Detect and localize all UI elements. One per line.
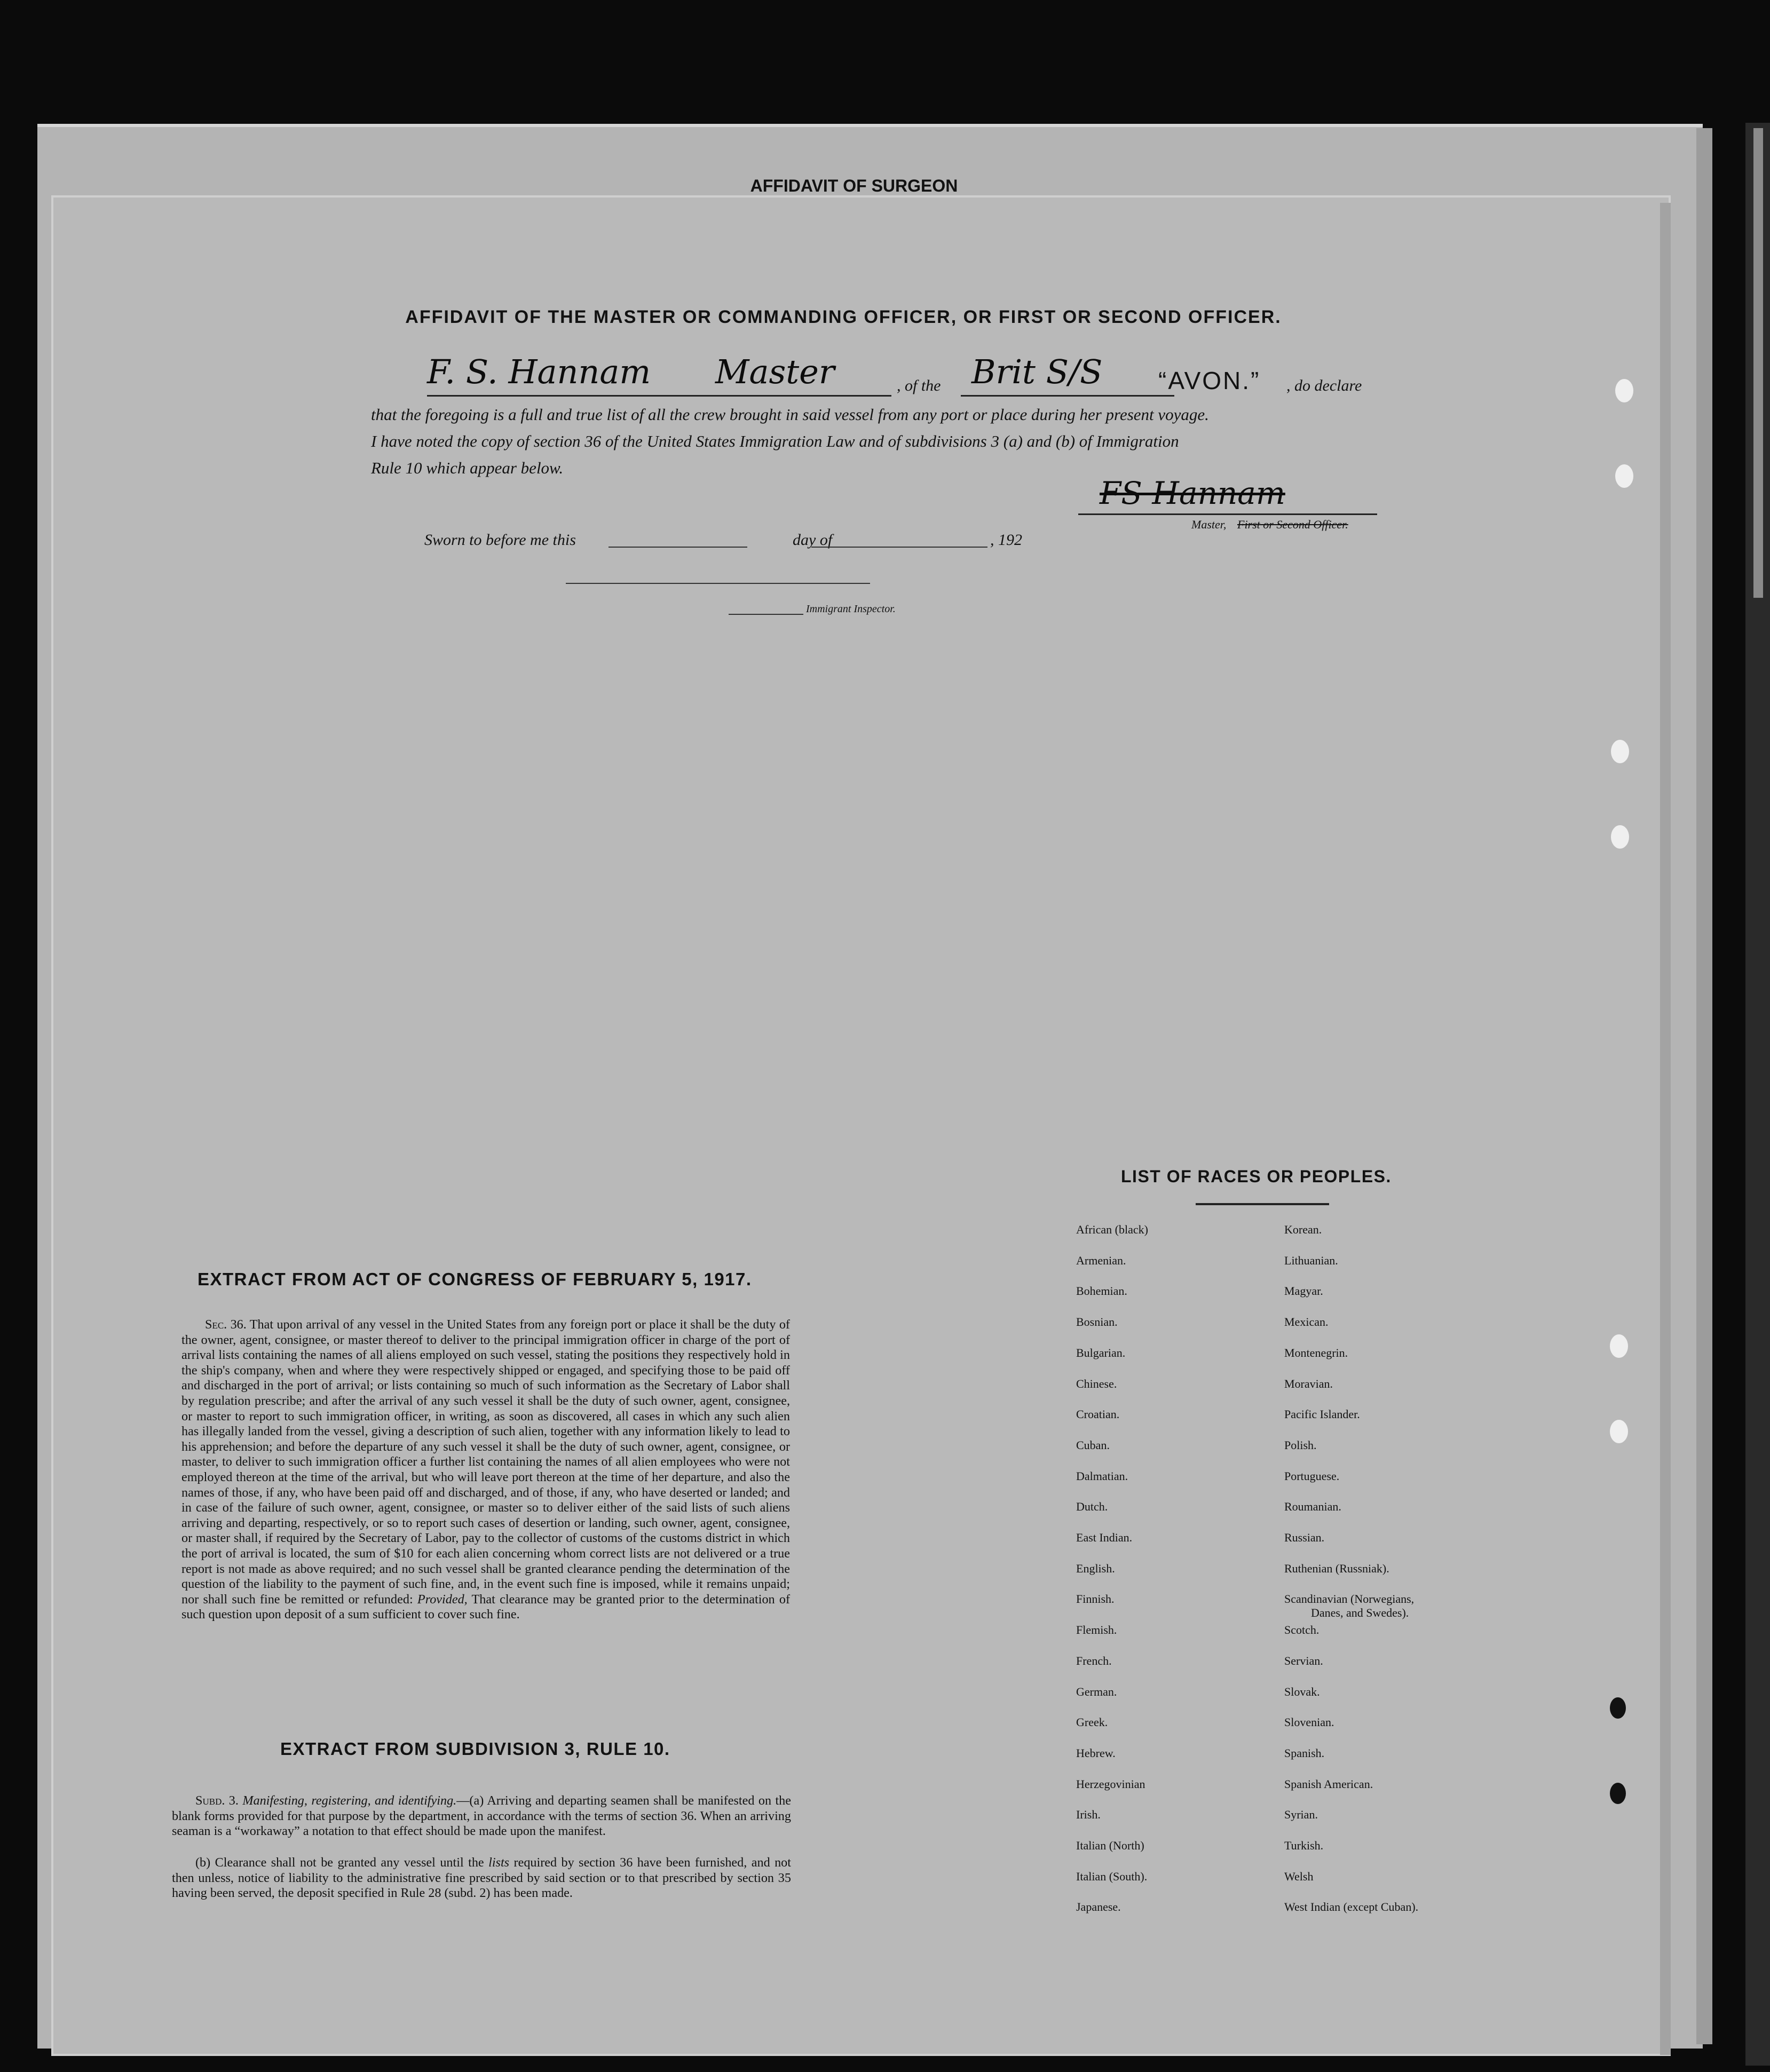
- affidavit-of-surgeon-heading: AFFIDAVIT OF SURGEON: [750, 176, 958, 195]
- punch-hole: [1615, 379, 1633, 402]
- race-item: English.: [1076, 1562, 1115, 1575]
- do-declare-label: , do declare: [1286, 377, 1362, 394]
- race-item: French.: [1076, 1654, 1112, 1667]
- race-item: Korean.: [1284, 1223, 1322, 1236]
- subd-para-b-start: (b) Clearance shall not be granted any vessel until the: [195, 1855, 484, 1870]
- race-item: Lithuanian.: [1284, 1254, 1338, 1267]
- punch-hole: [1615, 464, 1633, 488]
- name-line: [427, 395, 891, 397]
- page-edge: [1660, 203, 1671, 2055]
- race-item: Irish.: [1076, 1808, 1101, 1821]
- race-item: Syrian.: [1284, 1808, 1318, 1821]
- race-item: Pacific Islander.: [1284, 1407, 1360, 1421]
- handwritten-vessel-type: Brit S/S: [971, 352, 1103, 391]
- extract-rule-title: EXTRACT FROM SUBDIVISION 3, RULE 10.: [280, 1739, 670, 1759]
- race-item: Croatian.: [1076, 1407, 1120, 1421]
- race-item: Herzegovinian: [1076, 1777, 1145, 1791]
- punch-hole: [1610, 1697, 1626, 1719]
- section-36-text: [181, 1317, 790, 1623]
- race-item: Scandinavian (Norwegians,: [1284, 1592, 1415, 1606]
- race-item: African (black): [1076, 1223, 1148, 1236]
- race-item: German.: [1076, 1685, 1117, 1698]
- race-item: Turkish.: [1284, 1839, 1324, 1852]
- race-item: Servian.: [1284, 1654, 1323, 1667]
- race-item: Scotch.: [1284, 1623, 1319, 1636]
- struck-officer-label: First or Second Officer.: [1237, 518, 1348, 531]
- punch-hole: [1610, 1783, 1626, 1804]
- punch-hole: [1610, 1420, 1628, 1443]
- race-item: Armenian.: [1076, 1254, 1126, 1267]
- master-label: Master,: [1191, 518, 1227, 531]
- race-item: Slovenian.: [1284, 1715, 1334, 1729]
- immigrant-inspector-label: Immigrant Inspector.: [806, 603, 896, 615]
- race-item: Hebrew.: [1076, 1746, 1116, 1760]
- back-sheet-edge: [1696, 128, 1712, 2044]
- race-item: Bosnian.: [1076, 1315, 1118, 1328]
- race-item: Welsh: [1284, 1870, 1314, 1883]
- race-item: Polish.: [1284, 1438, 1317, 1452]
- declaration-line-2: I have noted the copy of section 36 of the United States Immigration Law and of subdivisions 3 (a) and (b) of Immigration: [371, 432, 1179, 450]
- race-item: Spanish American.: [1284, 1777, 1373, 1791]
- race-item: West Indian (except Cuban).: [1284, 1900, 1419, 1913]
- year-label: , 192: [990, 531, 1022, 549]
- race-item-continuation: Danes, and Swedes).: [1311, 1606, 1409, 1619]
- signature-line: [1078, 513, 1377, 515]
- race-item: Montenegrin.: [1284, 1346, 1348, 1359]
- subdivision-3b-text: [172, 1855, 791, 1901]
- race-item: Finnish.: [1076, 1592, 1115, 1606]
- race-item: Mexican.: [1284, 1315, 1329, 1328]
- month-blank: [811, 547, 987, 548]
- affidavit-title: AFFIDAVIT OF THE MASTER OR COMMANDING OFFICER, OR FIRST OR SECOND OFFICER.: [405, 307, 1282, 327]
- subd-italic: Manifesting, registering, and identifying.: [242, 1793, 457, 1808]
- declaration-line-1: that the foregoing is a full and true list of all the crew brought in said vessel from any port or place during her present voyage.: [371, 405, 1209, 424]
- sworn-label: Sworn to before me this: [424, 531, 576, 549]
- race-item: Flemish.: [1076, 1623, 1117, 1636]
- vessel-name: “AVON.”: [1158, 367, 1261, 394]
- race-item: Dalmatian.: [1076, 1469, 1128, 1483]
- race-item: Chinese.: [1076, 1377, 1117, 1390]
- race-item: Dutch.: [1076, 1500, 1108, 1513]
- of-the-label: , of the: [897, 377, 941, 394]
- handwritten-name: F. S. Hannam: [427, 352, 651, 391]
- race-item: Magyar.: [1284, 1284, 1323, 1298]
- race-item: Japanese.: [1076, 1900, 1121, 1913]
- races-title-rule: [1196, 1203, 1329, 1205]
- subd-label: Subd. 3.: [195, 1793, 239, 1808]
- vessel-type-line: [961, 395, 1174, 397]
- race-item: Moravian.: [1284, 1377, 1333, 1390]
- section-body-end: That clearance may be granted prior to the determination of such question upon deposit of a sum sufficient to cover such fine.: [181, 1592, 791, 1622]
- races-title: LIST OF RACES OR PEOPLES.: [1121, 1167, 1392, 1186]
- subd-lists: lists: [488, 1855, 510, 1870]
- subd-para-b-end: required by section 36 have been furnished, and not then unless, notice of liability to the administrative fine prescribed by said section or to that prescribed by section 35 having been served, the deposit specified in Rule 28 (subd. 2) has been made.: [172, 1855, 792, 1901]
- punch-hole: [1611, 825, 1629, 849]
- punch-hole: [1611, 740, 1629, 763]
- race-item: Italian (South).: [1076, 1870, 1148, 1883]
- inspector-blank: [729, 614, 803, 615]
- race-item: Ruthenian (Russniak).: [1284, 1562, 1389, 1575]
- next-page-strip: [1753, 128, 1763, 598]
- punch-hole: [1610, 1334, 1628, 1358]
- race-item: Spanish.: [1284, 1746, 1325, 1760]
- handwritten-role: Master: [715, 352, 835, 391]
- race-item: Cuban.: [1076, 1438, 1110, 1452]
- subd-para-a: —(a) Arriving and departing seamen shall be manifested on the blank forms provided for that purpose by the department, in accordance with the terms of section 36. When an arriving seaman is a “workaway” a notation to that effect should be made upon the manifest.: [172, 1793, 791, 1839]
- race-item: Bulgarian.: [1076, 1346, 1126, 1359]
- inspector-signature-line: [566, 583, 870, 584]
- section-label: Sec. 36.: [205, 1317, 247, 1332]
- day-of-label: day of: [793, 531, 833, 549]
- declaration-line-3: Rule 10 which appear below.: [371, 458, 564, 477]
- race-item: Russian.: [1284, 1531, 1325, 1544]
- day-blank: [609, 547, 747, 548]
- extract-act-title: EXTRACT FROM ACT OF CONGRESS OF FEBRUARY 5, 1917.: [197, 1269, 752, 1289]
- race-item: East Indian.: [1076, 1531, 1133, 1544]
- provided-label: Provided,: [417, 1592, 468, 1607]
- race-item: Portuguese.: [1284, 1469, 1340, 1483]
- race-item: Slovak.: [1284, 1685, 1320, 1698]
- master-signature: FS Hannam: [1100, 475, 1285, 511]
- race-item: Roumanian.: [1284, 1500, 1341, 1513]
- section-body: That upon arrival of any vessel in the United States from any foreign port or place it shall be the duty of the owner, agent, consignee, or master thereof to deliver to the principal immigration officer in charge of the port of arrival lists containing the names of all aliens employed on such vessel, stating the positions they respectively hold in the ship's company, when and where they were respectively shipped or engaged, and specifying those to be paid off and discharged in the port of arrival; or lists containing so much of such information as the Secretary of Labor shall by regulation prescribe; and after the arrival of any such vessel it shall be the duty of such owner, agent, consignee, or master to report to such immigration officer, in writing, as soon as discovered, all cases in which any such alien has illegally landed from the vessel, giving a description of such alien, together with any information likely to lead to his apprehension; and before the departure of any such vessel it shall be the duty of such owner, agent, consignee, or master, to deliver to such immigration officer a further list containing the names of all alien employees who were not employed thereon at the time of the arrival, but who will leave port thereon at the time of her departure, and also the names of those, if any, who have been paid off and discharged, and of those, if any, who have deserted or landed; and in case of the failure of such owner, agent, consignee, or master so to deliver either of the said lists of such aliens arriving and departing, respectively, or so to report such cases of desertion or landing, such owner, agent, consignee, or master shall, if required by the Secretary of Labor, pay to the collector of customs of the customs district in which the port of arrival is located, the sum of $10 for each alien concerning whom correct lists are not delivered or a true report is not made as above required; and no such vessel shall be granted clearance pending the determination of the question of the liability to the payment of such fine, and, in the event such fine is imposed, while it remains unpaid; nor shall such fine be remitted or refunded:: [181, 1317, 790, 1607]
- race-item: Italian (North): [1076, 1839, 1144, 1852]
- manifest-page: [51, 195, 1671, 2056]
- race-item: Greek.: [1076, 1715, 1108, 1729]
- subdivision-3a-text: [172, 1793, 791, 1839]
- race-item: Bohemian.: [1076, 1284, 1127, 1298]
